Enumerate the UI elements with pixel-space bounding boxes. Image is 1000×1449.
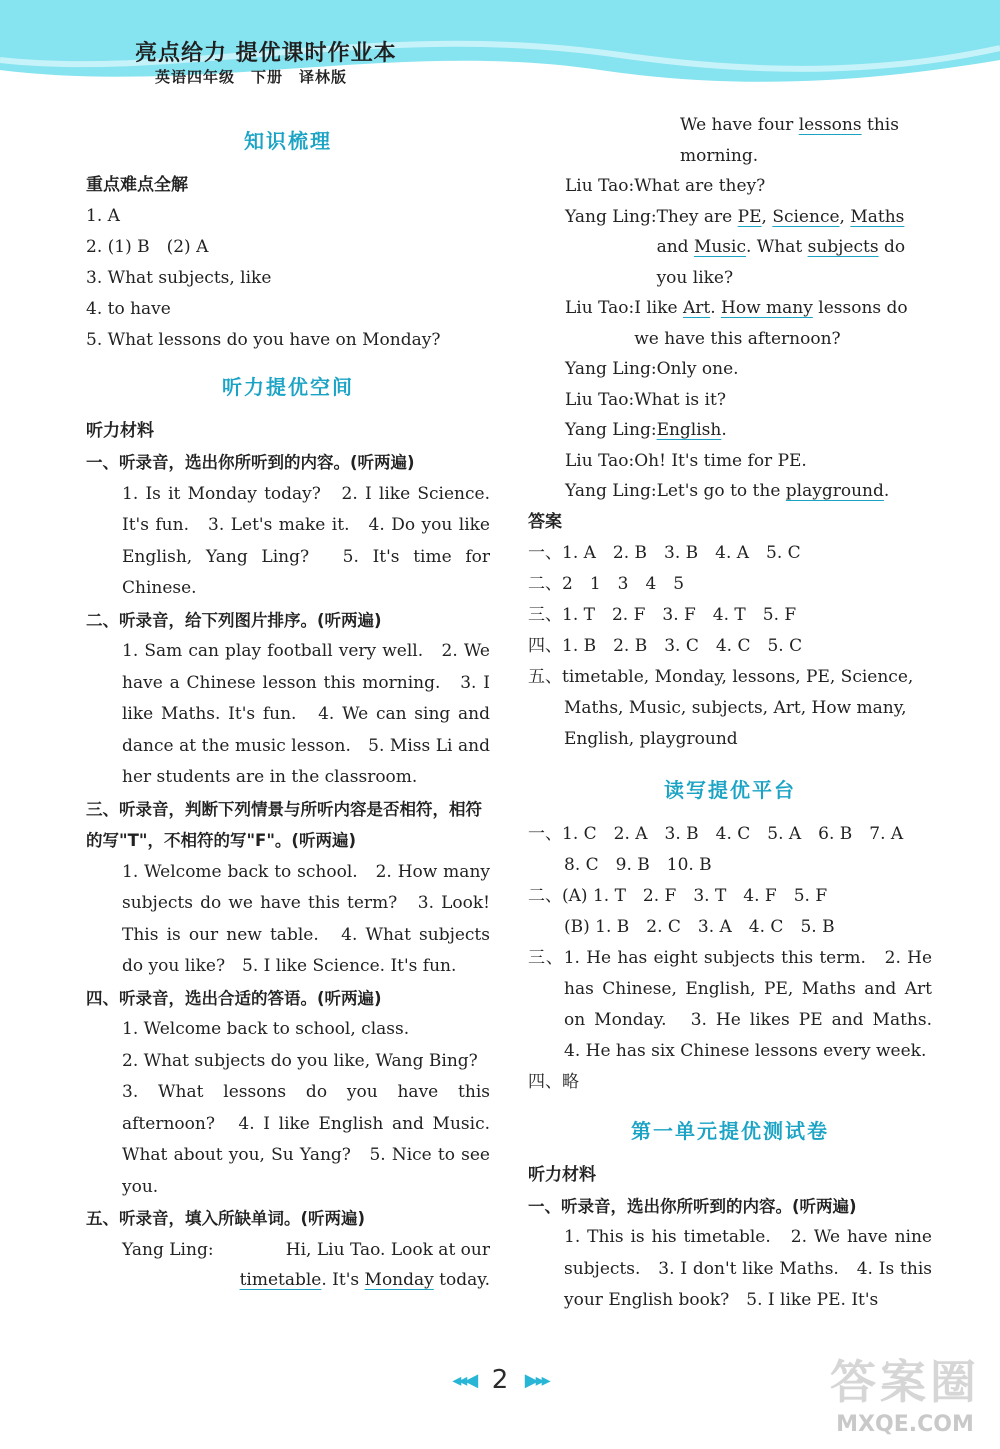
right-column — [528, 110, 949, 1317]
question-text: 2. What subjects do you like, Wang Bing? — [122, 1050, 478, 1071]
question-heading: 一、听录音，选出你所听到的内容。(听两遍) — [528, 1196, 857, 1216]
list-item: 2. (1) B (2) A — [86, 237, 209, 257]
dialogue-text: . It's — [321, 1270, 360, 1290]
section-title-reading-writing: 读写提优平台 — [664, 777, 796, 802]
answer-line: 8. C 9. B 10. B — [564, 854, 712, 875]
blank-answer: Science — [772, 206, 840, 227]
book-subtitle: 英语四年级 下册 译林版 — [155, 68, 348, 86]
answer-line: 四、略 — [528, 1071, 579, 1092]
answer-line: (B) 1. B 2. C 3. A 4. C 5. B — [564, 916, 835, 937]
question-heading: 一、听录音，选出你所听到的内容。(听两遍) — [86, 453, 415, 472]
answer-line: 四、1. B 2. B 3. C 4. C 5. C — [528, 635, 803, 656]
question-text: 1. Sam can play football very well. 2. We have a Chinese lesson this morning. 3. I like Maths. It's fun. 4. We can sing and dance at the music lesson. 5. Miss Li and her students are in the classroom. — [122, 641, 490, 787]
speaker: Liu Tao: — [565, 298, 635, 318]
blank-answer: Monday — [364, 1270, 434, 1290]
dialogue-text: lessons do we have this afternoon? — [634, 298, 908, 349]
blank-answer: Art — [682, 298, 711, 318]
dialogue-text: Oh! It's time for PE. — [634, 450, 807, 471]
watermark-url: MXQE.COM — [836, 1412, 974, 1437]
answers-heading: 答案 — [528, 511, 562, 532]
question-heading: 三、听录音，判断下列情景与所听内容是否相符，相符的写"T"，不相符的写"F"。(听两遍) — [86, 799, 482, 850]
book-title: 亮点给力 提优课时作业本 — [135, 41, 397, 66]
subsection-key-points: 重点难点全解 — [86, 175, 188, 195]
blank-answer: lessons — [798, 115, 862, 135]
dialogue-text: this morning. — [680, 115, 899, 166]
dialogue — [86, 1235, 490, 1296]
next-arrows-icon: ▶▸▸ — [524, 1370, 548, 1391]
question-heading: 四、听录音，选出合适的答语。(听两遍) — [86, 988, 382, 1008]
list-item: 1. A — [86, 206, 120, 226]
dialogue-text: . What — [745, 237, 803, 257]
question-heading: 二、听录音，给下列图片排序。(听两遍) — [86, 610, 382, 630]
speaker: Liu Tao: — [565, 176, 635, 196]
speaker: Yang Ling: — [565, 359, 657, 379]
speaker: Yang Ling: — [565, 420, 657, 440]
dialogue-text: We have four — [680, 115, 794, 135]
blank-answer: timetable — [239, 1270, 322, 1290]
question-text: 1. Welcome back to school, class. — [122, 1019, 410, 1039]
blank-answer: English — [656, 420, 722, 440]
watermark-logo: 答案圈 — [830, 1355, 980, 1409]
answer-line: 一、1. A 2. B 3. B 4. A 5. C — [528, 542, 801, 563]
answer-line: 二、2 1 3 4 5 — [528, 573, 685, 594]
blank-answer: playground — [785, 481, 884, 501]
header-band — [0, 0, 1000, 95]
section-title-unit-test: 第一单元提优测试卷 — [631, 1118, 829, 1143]
dialogue-text: I like — [634, 298, 678, 318]
list-item: 4. to have — [86, 299, 171, 319]
answer-line: 五、timetable, Monday, lessons, PE, Science, Maths, Music, subjects, Art, How many, English, playground — [528, 666, 914, 749]
question-text: 1. Welcome back to school. 2. How many subjects do we have this term? 3. Look! This is our new table. 4. What subjects do you like? 5. I like Science. It's fun. — [122, 861, 490, 976]
dialogue-text: What is it? — [634, 389, 726, 410]
speaker: Yang Ling: — [122, 1239, 214, 1260]
watermark — [830, 1346, 980, 1437]
blank-answer: Music — [693, 237, 746, 257]
left-column — [86, 120, 490, 1296]
prev-arrows-icon: ◂◂◀ — [452, 1370, 476, 1391]
dialogue-text: and — [656, 237, 689, 257]
dialogue-text: What are they? — [634, 176, 766, 196]
answer-line: 三、1. He has eight subjects this term. 2. He has Chinese, English, PE, Maths and Art on Monday. 3. He likes PE and Maths. 4. He has six Chinese lessons every week. — [528, 947, 949, 1061]
section-title-knowledge: 知识梳理 — [244, 129, 332, 153]
dialogue-text: do you like? — [656, 237, 906, 288]
question-heading: 五、听录音，填入所缺单词。(听两遍) — [86, 1209, 366, 1228]
dialogue-text: today. — [439, 1270, 490, 1290]
answer-line: 一、1. C 2. A 3. B 4. C 5. A 6. B 7. A — [528, 823, 904, 844]
question-text: 3. What lessons do you have this afternoon? 4. I like English and Music. What about you, Su Yang? 5. Nice to see you. — [122, 1082, 490, 1197]
speaker: Yang Ling: — [565, 206, 657, 227]
speaker: Yang Ling: — [565, 481, 657, 501]
dialogue-line: They are PE, Science, Maths and Music. What subjects do you like? — [656, 206, 906, 288]
blank-answer: Maths — [850, 206, 905, 227]
answer-line: 二、(A) 1. T 2. F 3. T 4. F 5. F — [528, 885, 828, 906]
dialogue-line — [528, 110, 932, 171]
dialogue-continued: We have four lessons this morning. Liu Tao: What are they? Yang Ling: They are PE, Science, Maths and Music. What subjects do you like? Liu Tao: I like Art. How many lessons do we have this afternoon? Yang Ling: Only one. Liu Tao: What is it? Yang Ling: English. Liu Tao: Oh! It's time for PE. Yang Ling: Let's go to the playground. — [528, 110, 932, 507]
speaker: Liu Tao: — [565, 389, 635, 410]
section-title-listening: 听力提优空间 — [222, 375, 354, 399]
speaker: Liu Tao: — [565, 450, 635, 471]
dialogue-line: Hi, Liu Tao. Look at our — [285, 1239, 490, 1260]
question-text: 1. Is it Monday today? 2. I like Science. It's fun. 3. Let's make it. 4. Do you like English, Yang Ling? 5. It's time for Chinese. — [122, 483, 490, 598]
blank-answer: How many — [721, 298, 813, 318]
subsection-listening-material: 听力材料 — [528, 1164, 596, 1185]
dialogue-text: Only one. — [656, 359, 739, 379]
list-item: 5. What lessons do you have on Monday? — [86, 330, 441, 350]
dialogue-line: I like Art. How many lessons do we have this afternoon? — [634, 298, 908, 349]
subsection-listening-material: 听力材料 — [86, 421, 154, 441]
answer-line: 三、1. T 2. F 3. F 4. T 5. F — [528, 604, 797, 625]
dialogue-text: Let's go to the — [656, 481, 781, 501]
question-text: 1. This is his timetable. 2. We have nine subjects. 3. I don't like Maths. 4. Is this your English book? 5. I like PE. It's — [564, 1227, 932, 1310]
list-item: 3. What subjects, like — [86, 268, 272, 288]
dialogue-text: They are — [656, 206, 733, 227]
blank-answer: subjects — [807, 237, 879, 257]
blank-answer: PE — [737, 206, 762, 227]
page-number: 2 — [491, 1365, 509, 1395]
